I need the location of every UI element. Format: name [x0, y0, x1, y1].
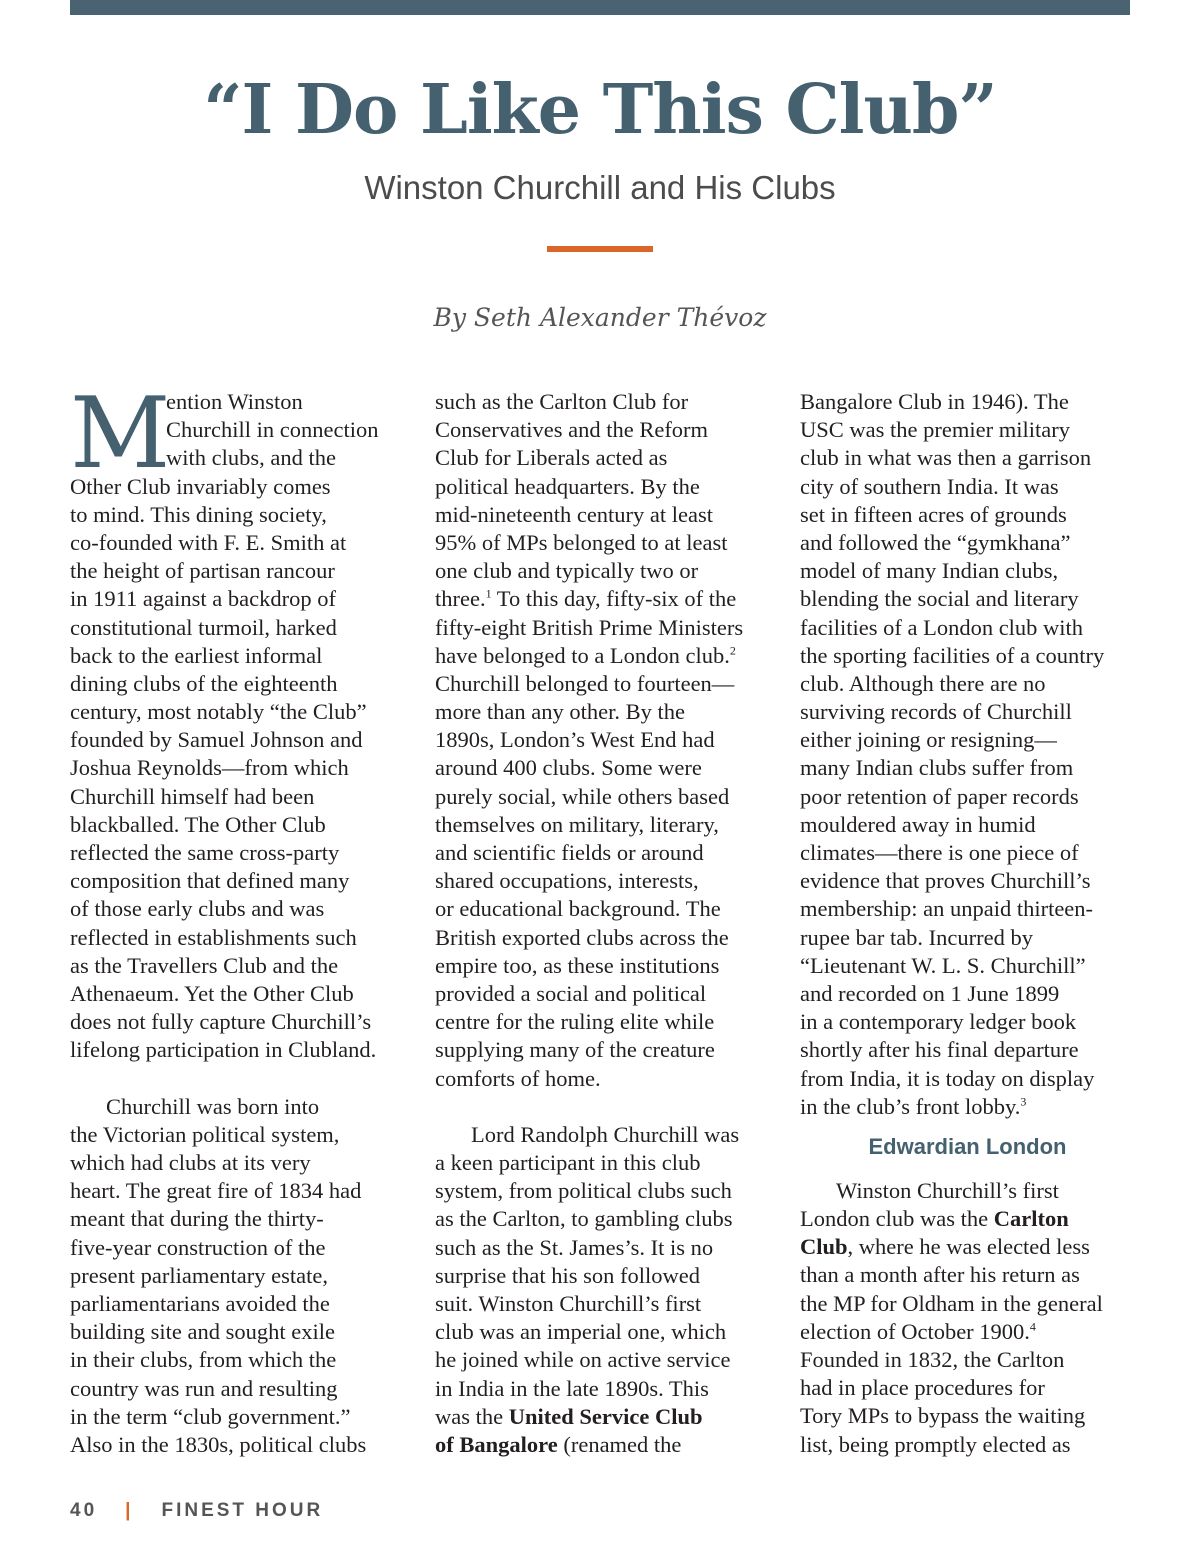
text-line: Founded in 1832, the Carlton — [800, 1347, 1065, 1372]
text-line: and recorded on 1 June 1899 — [800, 980, 1060, 1006]
page-number: 40 — [70, 1500, 98, 1521]
page-footer — [70, 1500, 323, 1522]
text-line: of those early clubs and was — [70, 896, 325, 922]
text-line: to mind. This dining society, — [70, 501, 327, 527]
club-name-bold: United Service Club — [508, 1403, 703, 1429]
accent-rule — [547, 246, 653, 252]
paragraph-gap — [435, 1093, 775, 1121]
text-line: parliamentarians avoided the — [70, 1291, 330, 1316]
text-line: provided a social and political — [435, 980, 707, 1006]
text-line: mouldered away in humid — [800, 811, 1036, 837]
text-line: surprise that his son followed — [435, 1262, 700, 1288]
text-segment: three. — [435, 586, 486, 612]
text-line: Winston Churchill’s first — [836, 1177, 1059, 1203]
text-line: Bangalore Club in 1946). The — [800, 389, 1069, 414]
text-line: British exported clubs across the — [435, 924, 729, 950]
text-line — [435, 1403, 775, 1431]
text-line: climates—there is one piece of — [800, 840, 1079, 865]
text-line: either joining or resigning— — [800, 727, 1057, 753]
article-title: “I Do Like This Club” — [203, 70, 997, 150]
text-line — [435, 1431, 775, 1459]
text-line: evidence that proves Churchill’s — [800, 868, 1091, 894]
text-line: as the Travellers Club and the — [70, 952, 339, 978]
paragraph-gap — [70, 1065, 410, 1093]
text-line — [800, 1205, 1135, 1233]
text-line: with clubs, and the — [166, 445, 336, 471]
text-line — [435, 585, 775, 613]
text-line: five-year construction of the — [70, 1234, 326, 1260]
text-line: Conservatives and the Reform — [435, 417, 709, 443]
text-line: Tory MPs to bypass the waiting — [800, 1403, 1086, 1429]
text-line: system, from political clubs such — [435, 1178, 732, 1204]
text-line: ention Winston — [166, 389, 303, 414]
text-line: in 1911 against a backdrop of — [70, 586, 336, 612]
text-line: more than any other. By the — [435, 699, 685, 725]
text-line: blackballed. The Other Club — [70, 811, 326, 837]
text-line: century, most notably “the Club” — [70, 699, 367, 725]
article-subtitle: Winston Churchill and His Clubs — [364, 169, 836, 206]
text-line: political headquarters. By the — [435, 473, 700, 499]
text-line: reflected in establishments such — [70, 924, 357, 950]
text-line: he joined while on active service — [435, 1347, 731, 1373]
text-line: or educational background. The — [435, 896, 721, 922]
text-line — [800, 1233, 1135, 1261]
text-line: such as the St. James’s. It is no — [435, 1234, 714, 1260]
text-line: from India, it is today on display — [800, 1065, 1095, 1091]
text-line: does not fully capture Churchill’s — [70, 1009, 372, 1035]
footnote-2: 2 — [729, 643, 736, 658]
text-line: Churchill in connection — [166, 417, 379, 443]
text-line: as the Carlton, to gambling clubs — [435, 1206, 733, 1232]
column-3 — [800, 388, 1135, 1459]
text-segment: , where he was elected less — [847, 1234, 1090, 1260]
text-line: back to the earliest informal — [70, 642, 323, 668]
text-line: Lord Randolph Churchill was — [471, 1121, 740, 1147]
text-line: in the term “club government.” — [70, 1403, 351, 1429]
text-line: such as the Carlton Club for — [435, 389, 689, 414]
text-line: the height of partisan rancour — [70, 558, 335, 584]
footnote-4: 4 — [1029, 1319, 1036, 1334]
text-line: which had clubs at its very — [70, 1150, 311, 1176]
footnote-1: 1 — [485, 586, 492, 601]
text-line: reflected the same cross-party — [70, 840, 340, 865]
text-line: Churchill was born into — [106, 1093, 320, 1119]
text-line: had in place procedures for — [800, 1375, 1045, 1401]
text-line: meant that during the thirty- — [70, 1206, 324, 1232]
text-line: club was an imperial one, which — [435, 1319, 727, 1345]
text-line: many Indian clubs suffer from — [800, 755, 1074, 781]
footnote-3: 3 — [1020, 1094, 1027, 1109]
text-line: country was run and resulting — [70, 1375, 338, 1401]
text-line: than a month after his return as — [800, 1262, 1080, 1288]
text-line: around 400 clubs. Some were — [435, 755, 702, 781]
text-segment: election of October 1900. — [800, 1318, 1030, 1344]
text-line: a keen participant in this club — [435, 1150, 701, 1176]
text-line: the Victorian political system, — [70, 1121, 340, 1147]
text-line: membership: an unpaid thirteen- — [800, 896, 1094, 922]
text-line: set in fifteen acres of grounds — [800, 501, 1067, 527]
text-line: facilities of a London club with — [800, 614, 1084, 640]
text-line: in their clubs, from which the — [70, 1347, 337, 1373]
text-line: co-founded with F. E. Smith at — [70, 529, 347, 555]
club-name-bold: Carlton — [993, 1206, 1069, 1232]
text-line: and followed the “gymkhana” — [800, 529, 1071, 555]
text-line: constitutional turmoil, harked — [70, 614, 337, 640]
byline: By Seth Alexander Thévoz — [433, 303, 767, 332]
text-line: Churchill belonged to fourteen— — [435, 670, 735, 696]
text-line: heart. The great fire of 1834 had — [70, 1178, 362, 1204]
section-heading: Edwardian London — [868, 1133, 1067, 1159]
text-line: 95% of MPs belonged to at least — [435, 529, 728, 555]
club-name-bold: Club — [800, 1234, 848, 1260]
text-line: Joshua Reynolds—from which — [70, 755, 349, 781]
text-line: club in what was then a garrison — [800, 445, 1092, 471]
column-1 — [70, 377, 410, 1459]
text-segment: have belonged to a London club. — [435, 642, 730, 668]
text-line: comforts of home. — [435, 1065, 601, 1091]
text-line: the MP for Oldham in the general — [800, 1290, 1103, 1316]
footer-separator: | — [125, 1500, 134, 1521]
text-line: supplying many of the creature — [435, 1037, 715, 1063]
text-line: surviving records of Churchill — [800, 699, 1072, 725]
text-line: themselves on military, literary, — [435, 811, 719, 837]
text-segment: was the — [435, 1403, 509, 1429]
text-line — [435, 642, 775, 670]
text-line: Club for Liberals acted as — [435, 445, 668, 471]
club-name-bold: of Bangalore — [435, 1431, 558, 1457]
text-line: shared occupations, interests, — [435, 868, 699, 894]
text-segment: in the club’s front lobby. — [800, 1093, 1021, 1119]
text-line: Also in the 1830s, political clubs — [70, 1431, 367, 1457]
text-line — [800, 1318, 1135, 1346]
text-line: the sporting facilities of a country — [800, 642, 1105, 668]
text-line: Other Club invariably comes — [70, 473, 331, 499]
text-line: dining clubs of the eighteenth — [70, 670, 338, 696]
text-line: empire too, as these institutions — [435, 952, 720, 978]
text-line: present parliamentary estate, — [70, 1262, 329, 1288]
text-line — [800, 1093, 1135, 1121]
text-line: club. Although there are no — [800, 670, 1046, 696]
text-line: model of many Indian clubs, — [800, 558, 1059, 584]
magazine-name: FINEST HOUR — [161, 1500, 324, 1521]
text-line: in a contemporary ledger book — [800, 1009, 1077, 1035]
text-segment: (renamed the — [557, 1431, 682, 1457]
text-line: city of southern India. It was — [800, 473, 1059, 499]
text-line: founded by Samuel Johnson and — [70, 727, 363, 753]
text-line: centre for the ruling elite while — [435, 1009, 715, 1035]
text-line: 1890s, London’s West End had — [435, 727, 715, 753]
column-2 — [435, 388, 775, 1459]
drop-cap: M — [70, 377, 171, 491]
text-line: in India in the late 1890s. This — [435, 1375, 709, 1401]
text-line: composition that defined many — [70, 868, 350, 894]
text-line: and scientific fields or around — [435, 840, 704, 865]
text-line: suit. Winston Churchill’s first — [435, 1291, 702, 1316]
text-line: fifty-eight British Prime Ministers — [435, 614, 744, 640]
text-line: USC was the premier military — [800, 417, 1070, 443]
text-line: shortly after his final departure — [800, 1037, 1079, 1063]
text-line: “Lieutenant W. L. S. Churchill” — [800, 952, 1086, 978]
top-rule — [70, 0, 1130, 15]
text-line: one club and typically two or — [435, 558, 699, 584]
text-line: building site and sought exile — [70, 1319, 335, 1345]
text-segment: To this day, fifty-six of the — [491, 586, 737, 612]
text-line: blending the social and literary — [800, 586, 1079, 612]
text-line: Churchill himself had been — [70, 783, 315, 809]
text-line: list, being promptly elected as — [800, 1431, 1071, 1457]
text-line: lifelong participation in Clubland. — [70, 1037, 377, 1063]
text-line: mid-nineteenth century at least — [435, 501, 714, 527]
text-line: rupee bar tab. Incurred by — [800, 924, 1034, 950]
text-line: poor retention of paper records — [800, 783, 1079, 809]
text-line: Athenaeum. Yet the Other Club — [70, 980, 354, 1006]
text-segment: London club was the — [800, 1206, 994, 1232]
text-line: purely social, while others based — [435, 783, 730, 809]
